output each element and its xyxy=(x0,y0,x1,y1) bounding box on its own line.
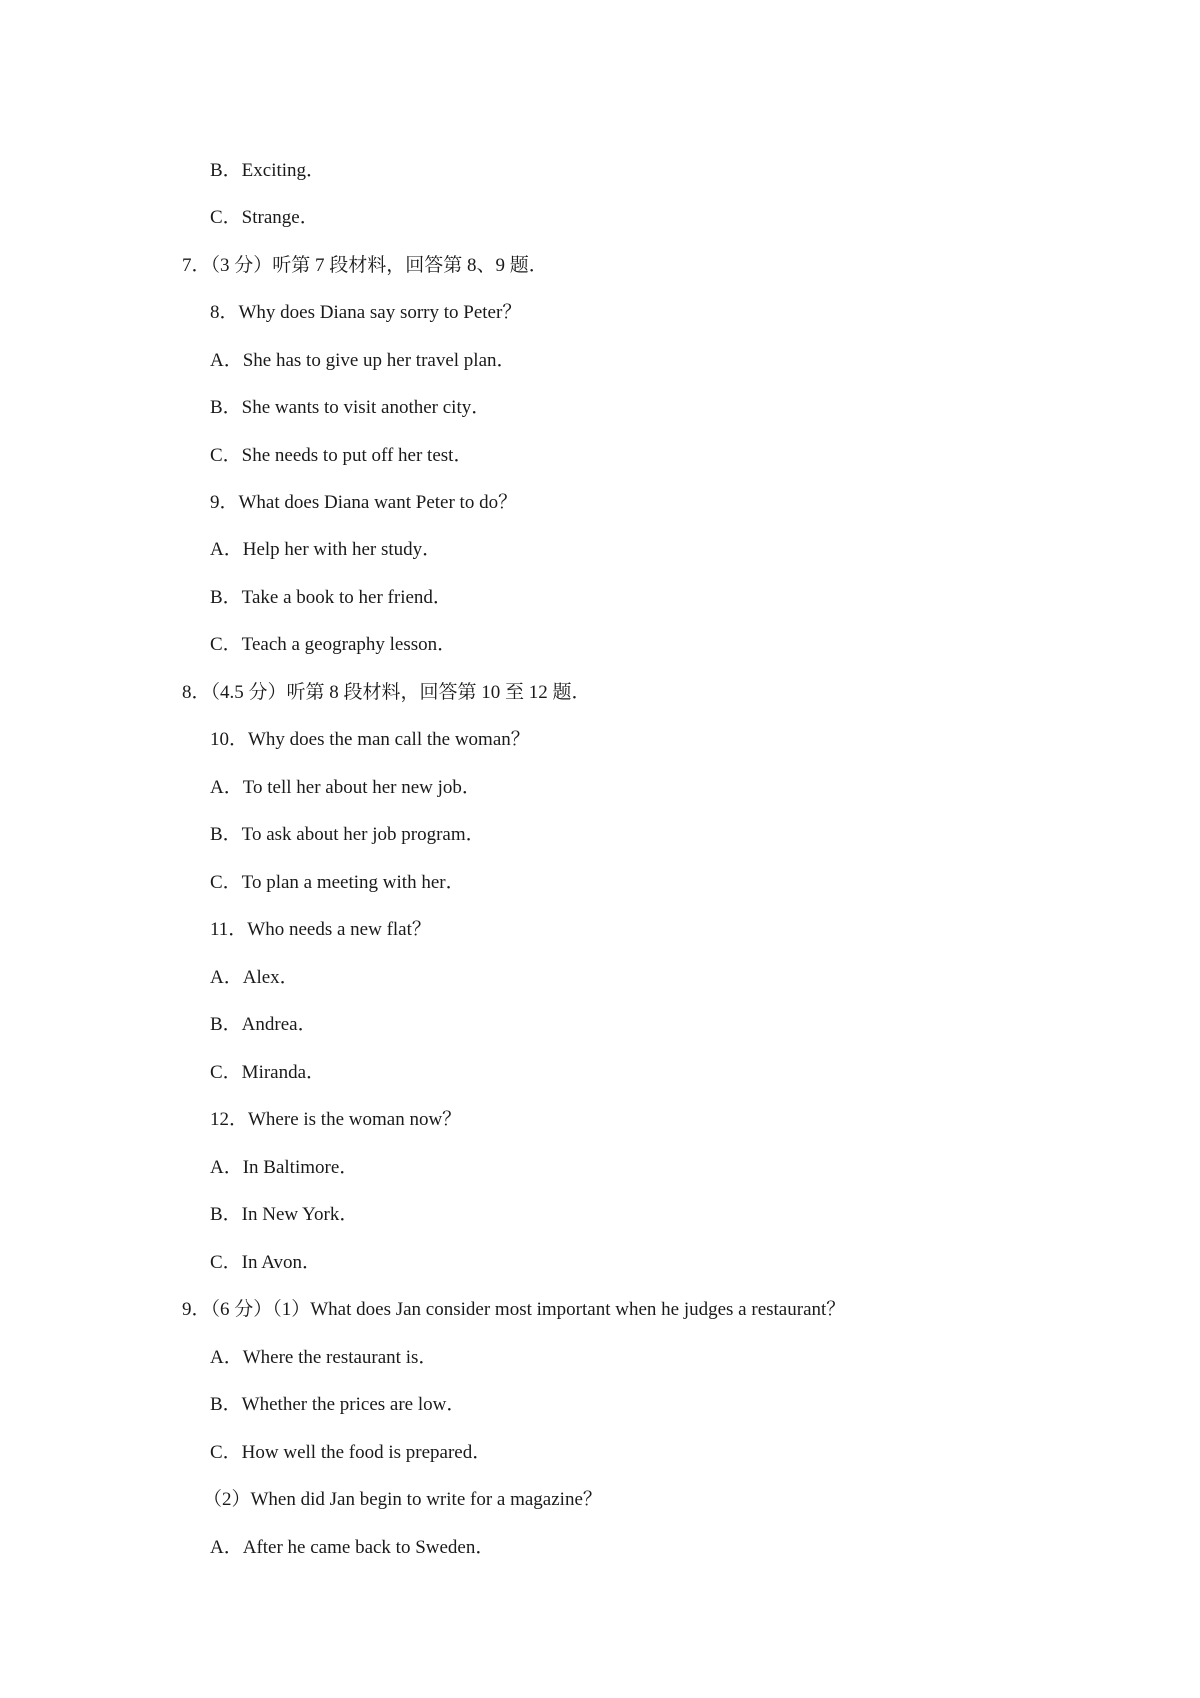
q9-option-c: C．Teach a geography lesson． xyxy=(210,634,457,655)
option-c-strange: C．Strange． xyxy=(210,207,319,228)
option-b-exciting: B．Exciting． xyxy=(210,160,326,181)
q9-option-b: B．Take a book to her friend． xyxy=(210,587,452,608)
q9-1-option-b: B．Whether the prices are low． xyxy=(210,1394,466,1415)
question-8-header: 8．（4.5 分）听第 8 段材料，回答第 10 至 12 题． xyxy=(182,682,591,703)
q10-option-b: B．To ask about her job program． xyxy=(210,824,485,845)
question-7-header: 7．（3 分）听第 7 段材料，回答第 8、9 题． xyxy=(182,255,548,276)
q8-option-b: B．She wants to visit another city． xyxy=(210,397,491,418)
q9-1-option-a: A．Where the restaurant is． xyxy=(210,1347,438,1368)
q9-option-a: A．Help her with her study． xyxy=(210,539,442,560)
q8-option-c: C．She needs to put off her test． xyxy=(210,445,473,466)
q12-option-a: A．In Baltimore． xyxy=(210,1157,359,1178)
question-9-text: 9．What does Diana want Peter to do？ xyxy=(210,492,518,513)
q11-option-b: B．Andrea． xyxy=(210,1014,317,1035)
q10-option-a: A．To tell her about her new job． xyxy=(210,777,481,798)
q9-2-option-a: A．After he came back to Sweden． xyxy=(210,1537,495,1558)
question-9-2-text: （2）When did Jan begin to write for a magazine？ xyxy=(203,1489,602,1510)
question-11-text: 11．Who needs a new flat？ xyxy=(210,919,431,940)
q8-option-a: A．She has to give up her travel plan． xyxy=(210,350,516,371)
question-12-text: 12．Where is the woman now？ xyxy=(210,1109,462,1130)
q10-option-c: C．To plan a meeting with her． xyxy=(210,872,465,893)
q11-option-a: A．Alex． xyxy=(210,967,299,988)
question-9-header: 9．（6 分）（1）What does Jan consider most important when he judges a restaurant？ xyxy=(182,1299,846,1320)
q9-1-option-c: C．How well the food is prepared． xyxy=(210,1442,492,1463)
q11-option-c: C．Miranda． xyxy=(210,1062,326,1083)
q12-option-c: C．In Avon． xyxy=(210,1252,322,1273)
question-10-text: 10．Why does the man call the woman？ xyxy=(210,729,530,750)
q12-option-b: B．In New York． xyxy=(210,1204,359,1225)
question-8-text: 8．Why does Diana say sorry to Peter？ xyxy=(210,302,522,323)
